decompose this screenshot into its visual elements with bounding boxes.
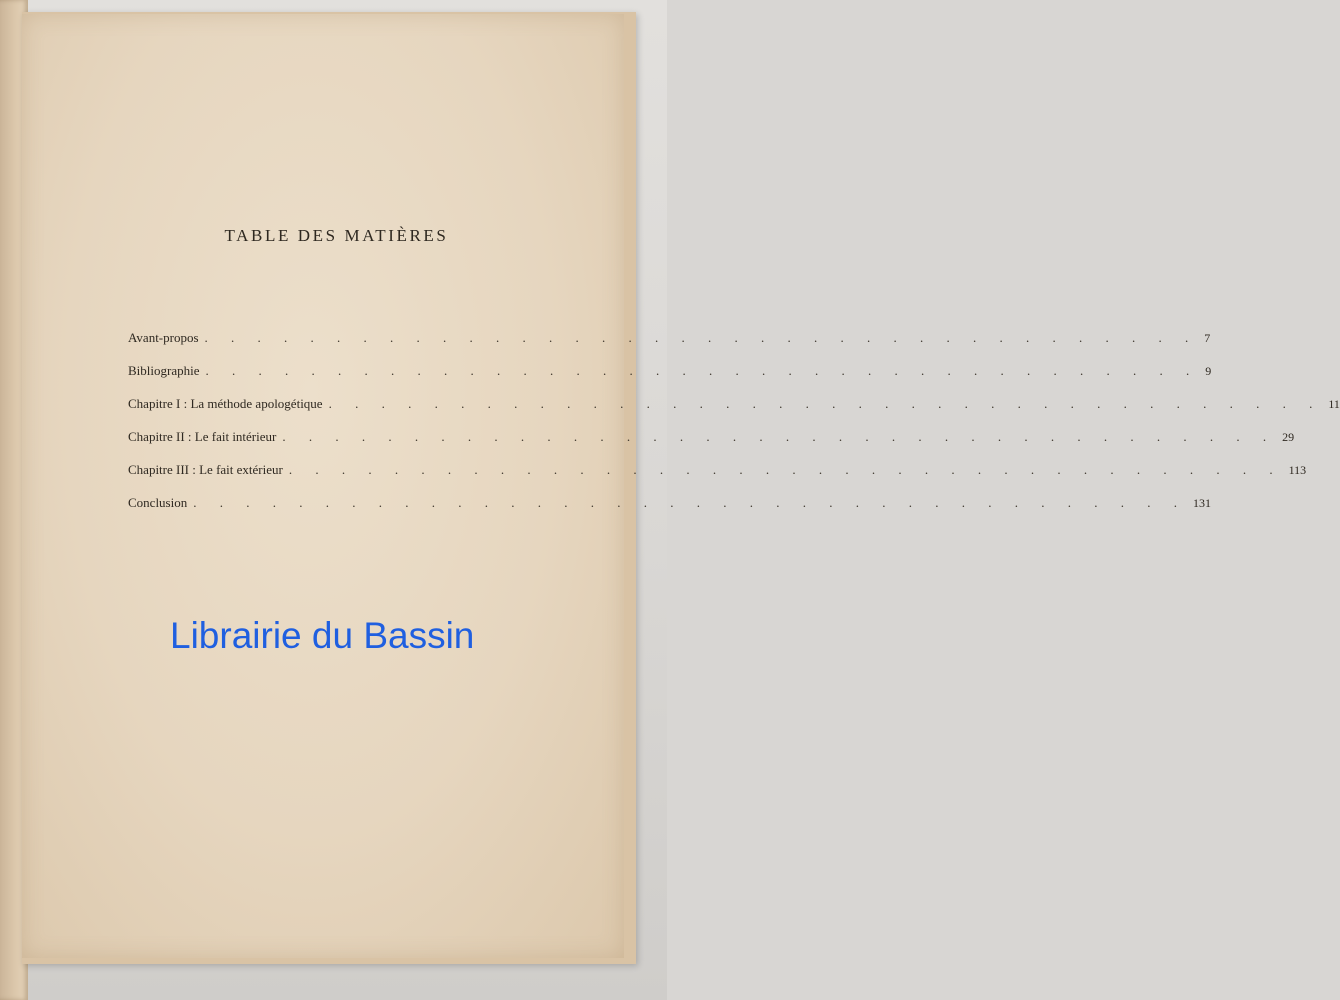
- toc-entry-page: 11: [1328, 397, 1340, 411]
- toc-list: [128, 330, 1340, 528]
- toc-entry-label: Chapitre I : La méthode apologétique: [128, 396, 323, 411]
- toc-entry-page: 9: [1205, 364, 1212, 378]
- watermark-text: Librairie du Bassin: [170, 615, 475, 656]
- toc-title: TABLE DES MATIÈRES: [224, 226, 449, 245]
- toc-entry-page: 29: [1282, 430, 1295, 444]
- toc-entry: [128, 363, 1212, 396]
- toc-entry: [128, 429, 1295, 462]
- toc-leader-dots: . . . . . . . . . . . . . . . . . . . . . . . . . . . . . . . . . . . . . .: [328, 396, 1323, 411]
- toc-entry: [128, 462, 1307, 495]
- toc-entry: [128, 396, 1340, 429]
- toc-leader-dots: . . . . . . . . . . . . . . . . . . . . . . . . . . . . . . . . . . . . . .: [204, 330, 1199, 345]
- toc-leader-dots: . . . . . . . . . . . . . . . . . . . . . . . . . . . . . . . . . . . . . .: [205, 363, 1200, 378]
- toc-entry-label: Chapitre II : Le fait intérieur: [128, 429, 277, 444]
- toc-entry-label: Conclusion: [128, 495, 188, 510]
- toc-entry: [128, 330, 1211, 363]
- toc-leader-dots: . . . . . . . . . . . . . . . . . . . . . . . . . . . . . . . . . . . . . .: [282, 429, 1277, 444]
- toc-leader-dots: . . . . . . . . . . . . . . . . . . . . . . . . . . . . . . . . . . . . . .: [288, 462, 1283, 477]
- toc-entry-page: 7: [1204, 331, 1211, 345]
- toc-entry-page: 131: [1192, 496, 1211, 510]
- toc-entry-label: Avant-propos: [128, 330, 199, 345]
- toc-entry-label: Chapitre III : Le fait extérieur: [128, 462, 283, 477]
- toc-entry-page: 113: [1288, 463, 1307, 477]
- book-page: [22, 14, 1340, 958]
- toc-entry-label: Bibliographie: [128, 363, 200, 378]
- toc-entry: [128, 495, 1211, 528]
- toc-leader-dots: . . . . . . . . . . . . . . . . . . . . . . . . . . . . . . . . . . . . . .: [193, 495, 1187, 510]
